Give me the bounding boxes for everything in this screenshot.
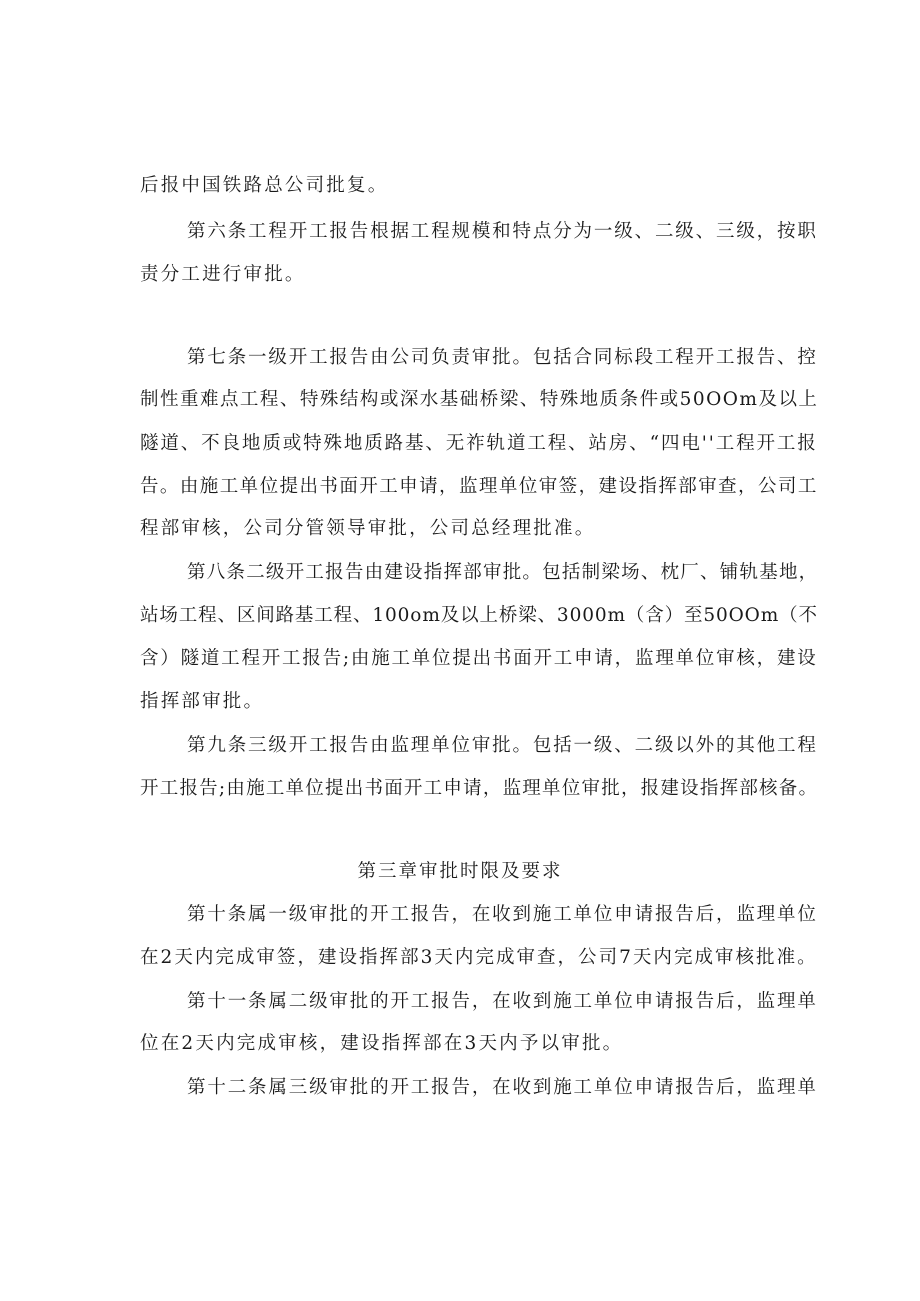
text-line: 第九条三级开工报告由监理单位审批。包括一级、二级以外的其他工程 [187,735,818,756]
text-line: 后报中国铁路总公司批复。 [140,175,389,196]
text-line: 制性重难点工程、特殊结构或深水基础桥梁、特殊地质条件或50OOm及以上 [140,389,819,410]
text-line: 告。由施工单位提出书面开工申请，监理单位审签，建设指挥部审查，公司工 [140,476,818,497]
text-line: 指挥部审批。 [140,691,265,712]
chapter-heading: 第三章审批时限及要求 [357,861,563,882]
text-line: 程部审核，公司分管领导审批，公司总经理批准。 [140,518,596,539]
text-line: 第七条一级开工报告由公司负责审批。包括合同标段工程开工报告、控 [187,347,818,368]
text-line: 责分工进行审批。 [140,264,306,285]
text-line: 第十一条属二级审批的开工报告，在收到施工单位申请报告后，监理单 [187,991,818,1012]
text-line: 第八条二级开工报告由建设指挥部审批。包括制梁场、枕厂、铺轨基地， [187,562,819,583]
text-line: 含）隧道工程开工报告;由施工单位提出书面开工申请，监理单位审核，建设 [140,648,818,669]
text-line: 隧道、不良地质或特殊地质路基、无祚轨道工程、站房、“四电''工程开工报 [140,433,818,454]
text-line: 站场工程、区间路基工程、100om及以上桥梁、3000m（含）至50OOm（不 [140,605,818,626]
text-line: 开工报告;由施工单位提出书面开工申请，监理单位审批，报建设指挥部核备。 [140,778,819,799]
text-line: 第六条工程开工报告根据工程规模和特点分为一级、二级、三级，按职 [187,221,818,242]
text-line: 第十条属一级审批的开工报告，在收到施工单位申请报告后，监理单位 [187,904,818,925]
text-line: 在2天内完成审签，建设指挥部3天内完成审查，公司7天内完成审核批准。 [140,947,818,968]
text-line: 位在2天内完成审核，建设指挥部在3天内予以审批。 [140,1033,624,1054]
text-line: 第十二条属三级审批的开工报告，在收到施工单位申请报告后，监理单 [187,1077,818,1098]
